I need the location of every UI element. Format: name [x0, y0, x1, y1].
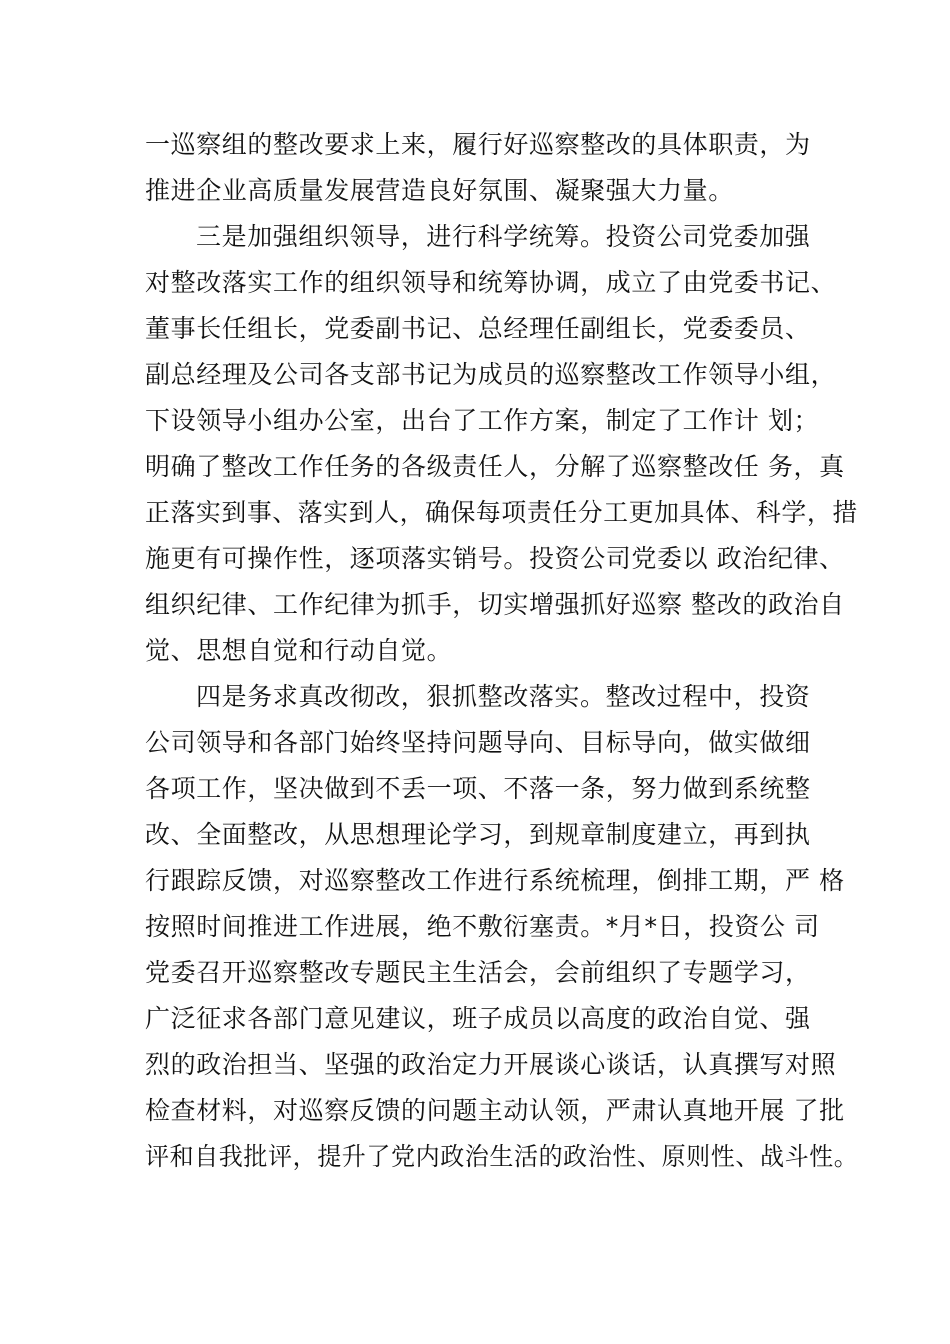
text-line: 觉、思想自觉和行动自觉。: [145, 636, 453, 665]
text-line: 评和自我批评，提升了党内政治生活的政治性、原则性、战斗性。: [145, 1142, 859, 1171]
text-line: 烈的政治担当、坚强的政治定力开展谈心谈话，认真撰写对照: [145, 1050, 837, 1079]
text-line: 改、全面整改，从思想理论学习，到规章制度建立，再到执: [145, 820, 811, 849]
text-line: 下设领导小组办公室，出台了工作方案，制定了工作计 划；: [145, 406, 820, 435]
text-line: 对整改落实工作的组织领导和统筹协调，成立了由党委书记、: [145, 268, 837, 297]
text-line: 正落实到事、落实到人，确保每项责任分工更加具体、科学，措: [145, 498, 858, 527]
text-line: 董事长任组长，党委副书记、总经理任副组长，党委委员、: [145, 314, 811, 343]
text-line: 广泛征求各部门意见建议，班子成员以高度的政治自觉、强: [145, 1004, 811, 1033]
text-line: 检查材料，对巡察反馈的问题主动认领，严肃认真地开展 了批: [145, 1096, 845, 1125]
text-line: 行跟踪反馈，对巡察整改工作进行系统梳理，倒排工期，严 格: [145, 866, 845, 895]
text-line: 推进企业高质量发展营造良好氛围、凝聚强大力量。: [145, 176, 734, 205]
text-line: 党委召开巡察整改专题民主生活会，会前组织了专题学习，: [145, 958, 811, 987]
text-line: 各项工作，坚决做到不丢一项、不落一条，努力做到系统整: [145, 774, 811, 803]
text-line: 公司领导和各部门始终坚持问题导向、目标导向，做实做细: [145, 728, 811, 757]
paragraph-start-line: 四是务求真改彻改，狠抓整改落实。整改过程中，投资: [196, 682, 811, 711]
text-line: 按照时间推进工作进展，绝不敷衍塞责。*月*日，投资公 司: [145, 912, 820, 941]
text-line: 一巡察组的整改要求上来，履行好巡察整改的具体职责，为: [145, 130, 811, 159]
text-line: 施更有可操作性，逐项落实销号。投资公司党委以 政治纪律、: [145, 544, 845, 573]
text-line: 明确了整改工作任务的各级责任人，分解了巡察整改任 务，真: [145, 452, 845, 481]
text-line: 副总经理及公司各支部书记为成员的巡察整改工作领导小组，: [145, 360, 837, 389]
paragraph-start-line: 三是加强组织领导，进行科学统筹。投资公司党委加强: [196, 222, 811, 251]
text-line: 组织纪律、工作纪律为抓手，切实增强抓好巡察 整改的政治自: [145, 590, 845, 619]
